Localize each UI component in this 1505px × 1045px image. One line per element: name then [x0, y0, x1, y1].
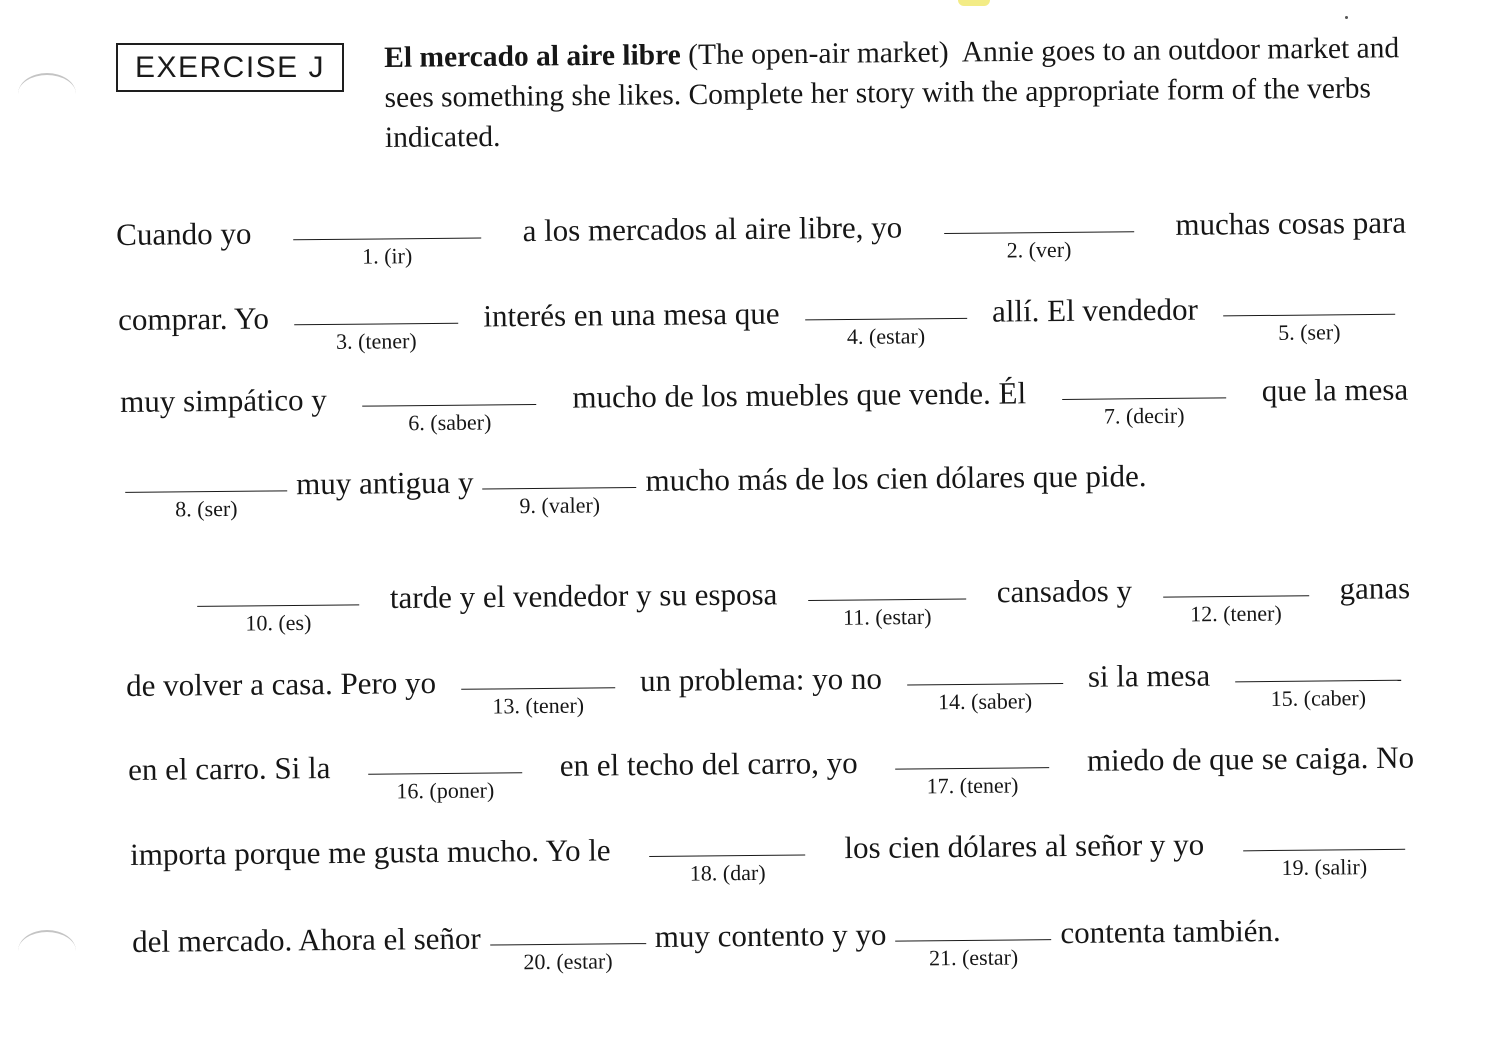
story-text: muy contento y yo — [654, 916, 887, 954]
exercise-title-es: El mercado al aire libre — [384, 39, 681, 74]
punch-hole-bottom — [18, 930, 76, 972]
blank-hint: 5. (ser) — [1278, 319, 1341, 345]
answer-blank-1[interactable] — [293, 213, 481, 269]
answer-blank-11[interactable] — [808, 575, 966, 630]
story-text: de volver a casa. Pero yo — [126, 665, 437, 703]
answer-blank-9[interactable] — [482, 463, 636, 519]
answer-blank-15[interactable] — [1235, 656, 1401, 712]
story-text: tarde y el vendedor y su esposa — [389, 576, 778, 616]
story-line-2 — [118, 290, 1404, 354]
story-text: allí. El vendedor — [991, 291, 1198, 329]
story-text: muy antigua y — [295, 464, 474, 502]
story-text: muchas cosas para — [1175, 204, 1407, 242]
exercise-label — [116, 43, 344, 92]
blank-hint: 4. (estar) — [846, 323, 926, 350]
answer-blank-18[interactable] — [649, 831, 805, 886]
answer-blank-8[interactable] — [125, 466, 287, 522]
answer-blank-7[interactable] — [1062, 373, 1226, 429]
story-line-5 — [188, 570, 1411, 636]
story-text: si la mesa — [1087, 657, 1211, 694]
punch-hole-top — [18, 73, 76, 115]
answer-blank-3[interactable] — [294, 299, 458, 354]
story-line-6 — [126, 656, 1410, 719]
story-text: importa porque me gusta mucho. Yo le — [130, 832, 611, 872]
answer-blank-4[interactable] — [805, 294, 967, 350]
sticky-note-edge — [958, 0, 990, 6]
exercise-title-en: (The open-air market) — [688, 36, 949, 72]
story-text: ganas — [1339, 570, 1411, 606]
scan-speck — [1345, 16, 1348, 19]
blank-hint: 20. (estar) — [523, 948, 613, 975]
story-text: interés en una mesa que — [483, 295, 780, 334]
blank-hint: 13. (tener) — [492, 692, 585, 719]
story-line-3 — [120, 371, 1409, 436]
story-text: un problema: yo no — [639, 660, 883, 699]
story-text: contenta también. — [1060, 912, 1281, 951]
story-text: del mercado. Ahora el señor — [132, 920, 481, 959]
answer-blank-19[interactable] — [1243, 825, 1405, 880]
story-text: en el techo del carro, yo — [559, 744, 858, 783]
story-text: miedo de que se caiga. No — [1086, 739, 1415, 778]
exercise-instructions — [384, 28, 1405, 158]
answer-blank-6[interactable] — [362, 380, 536, 436]
blank-hint: 11. (estar) — [842, 603, 932, 630]
story-text: que la mesa — [1261, 371, 1409, 409]
story-line-9 — [132, 912, 1281, 975]
story-text: los cien dólares al señor y yo — [844, 826, 1205, 866]
story-text: mucho de los muebles que vende. Él — [572, 375, 1027, 415]
answer-blank-2[interactable] — [944, 207, 1134, 263]
blank-hint: 12. (tener) — [1190, 600, 1282, 627]
answer-blank-12[interactable] — [1163, 571, 1309, 627]
answer-blank-13[interactable] — [461, 663, 615, 719]
blank-hint: 14. (saber) — [937, 688, 1033, 715]
blank-hint: 9. (valer) — [519, 492, 601, 519]
answer-blank-14[interactable] — [907, 659, 1063, 715]
story-text: cansados y — [996, 572, 1133, 610]
instructions-text: Annie goes to an outdoor market and sees something she likes. Complete her story with the appropriate form of the verbs indicated. — [384, 32, 1400, 154]
blank-hint: 18. (dar) — [689, 859, 766, 886]
blank-hint: 2. (ver) — [1006, 236, 1072, 263]
answer-blank-21[interactable] — [895, 915, 1051, 971]
story-text: comprar. Yo — [118, 300, 270, 337]
blank-hint: 17. (tener) — [926, 772, 1019, 799]
story-line-7 — [128, 739, 1415, 804]
blank-hint: 16. (poner) — [396, 777, 495, 804]
blank-hint: 21. (estar) — [928, 944, 1019, 971]
story-line-4 — [116, 458, 1147, 522]
story-line-8 — [130, 825, 1414, 886]
story-text: a los mercados al aire libre, yo — [522, 209, 903, 249]
blank-hint: 10. (es) — [245, 609, 312, 636]
blank-hint: 7. (decir) — [1103, 402, 1185, 429]
answer-blank-5[interactable] — [1223, 290, 1395, 345]
blank-hint: 15. (caber) — [1270, 685, 1367, 712]
answer-blank-17[interactable] — [895, 743, 1049, 799]
blank-hint: 8. (ser) — [175, 495, 238, 522]
story-text: mucho más de los cien dólares que pide. — [645, 458, 1147, 498]
answer-blank-16[interactable] — [368, 748, 522, 804]
story-text: en el carro. Si la — [128, 750, 331, 787]
blank-hint: 19. (salir) — [1281, 854, 1368, 880]
exercise-label-text: EXERCISE J — [134, 50, 326, 84]
story-text: Cuando yo — [116, 215, 252, 252]
story-text: muy simpático y — [120, 382, 327, 419]
blank-hint: 3. (tener) — [335, 328, 417, 354]
answer-blank-20[interactable] — [490, 919, 646, 975]
blank-hint: 6. (saber) — [408, 409, 492, 436]
blank-hint: 1. (ir) — [362, 243, 413, 269]
answer-blank-10[interactable] — [197, 580, 359, 636]
story-line-1 — [116, 204, 1407, 269]
